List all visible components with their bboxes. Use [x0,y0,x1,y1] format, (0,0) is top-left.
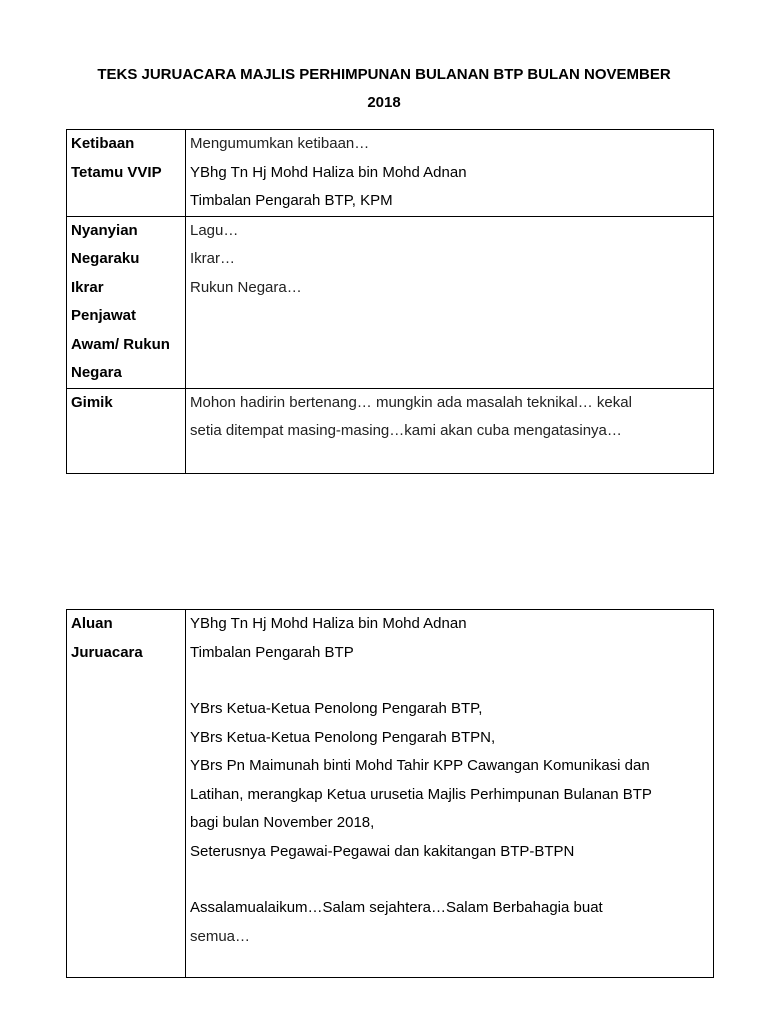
label-line: Gimik [71,393,113,411]
content-line: Lagu… [190,221,239,239]
content-line: YBrs Pn Maimunah binti Mohd Tahir KPP Cawangan Komunikasi dan [190,757,650,774]
table-row-aluan [67,610,714,978]
row-content-nyanyian [186,216,714,388]
content-line: Latihan, merangkap Ketua urusetia Majlis Perhimpunan Bulanan BTP [190,785,652,803]
content-line: Timbalan Pengarah BTP [190,643,354,661]
row-content-aluan [186,610,714,978]
label-line: Juruacara [71,643,143,661]
label-line: Negara [71,364,122,381]
label-line: Aluan [71,615,113,632]
content-line: bagi bulan November 2018, [190,814,375,831]
row-label-ketibaan [67,130,186,217]
content-line: Mohon hadirin bertenang… mungkin ada masalah teknikal… kekal [190,393,632,411]
content-line: Mengumumkan ketibaan… [190,135,370,152]
content-line: Assalamualaikum…Salam sejahtera…Salam Berbahagia buat [190,899,603,916]
content-line: YBrs Ketua-Ketua Penolong Pengarah BTP, [190,700,483,717]
row-label-nyanyian [67,216,186,388]
content-line: Rukun Negara… [190,278,302,296]
label-line: Negaraku [71,250,140,267]
document-title-line-1: TEKS JURUACARA MAJLIS PERHIMPUNAN BULANAN BTP BULAN NOVEMBER [97,66,671,83]
program-table-2 [66,609,714,978]
content-line: semua… [190,927,251,945]
label-line: Nyanyian [71,221,138,239]
blank-line [190,667,709,695]
label-line: Penjawat [71,307,137,324]
table-row-nyanyian [67,216,714,388]
content-line: setia ditempat masing-masing…kami akan cuba mengatasinya… [190,422,622,439]
content-line: Seterusnya Pegawai-Pegawai dan kakitangan BTP-BTPN [190,842,575,860]
content-line: YBhg Tn Hj Mohd Haliza bin Mohd Adnan [190,163,467,181]
label-line: Ketibaan [71,135,135,152]
row-label-aluan [67,610,186,978]
table-row-ketibaan [67,130,714,217]
document-title-line-2: 2018 [367,94,401,111]
blank-line [190,866,709,894]
content-line: Ikrar… [190,250,235,267]
row-content-gimik [186,388,714,473]
row-content-ketibaan [186,130,714,217]
label-line: Awam/ Rukun [71,335,170,353]
table-row-gimik [67,388,714,473]
content-line: Timbalan Pengarah BTP, KPM [190,192,393,209]
content-line: YBrs Ketua-Ketua Penolong Pengarah BTPN, [190,728,496,746]
label-line: Tetamu VVIP [71,163,162,181]
label-line: Ikrar [71,278,104,296]
content-line: YBhg Tn Hj Mohd Haliza bin Mohd Adnan [190,615,467,632]
row-label-gimik [67,388,186,473]
program-table-1 [66,129,714,474]
